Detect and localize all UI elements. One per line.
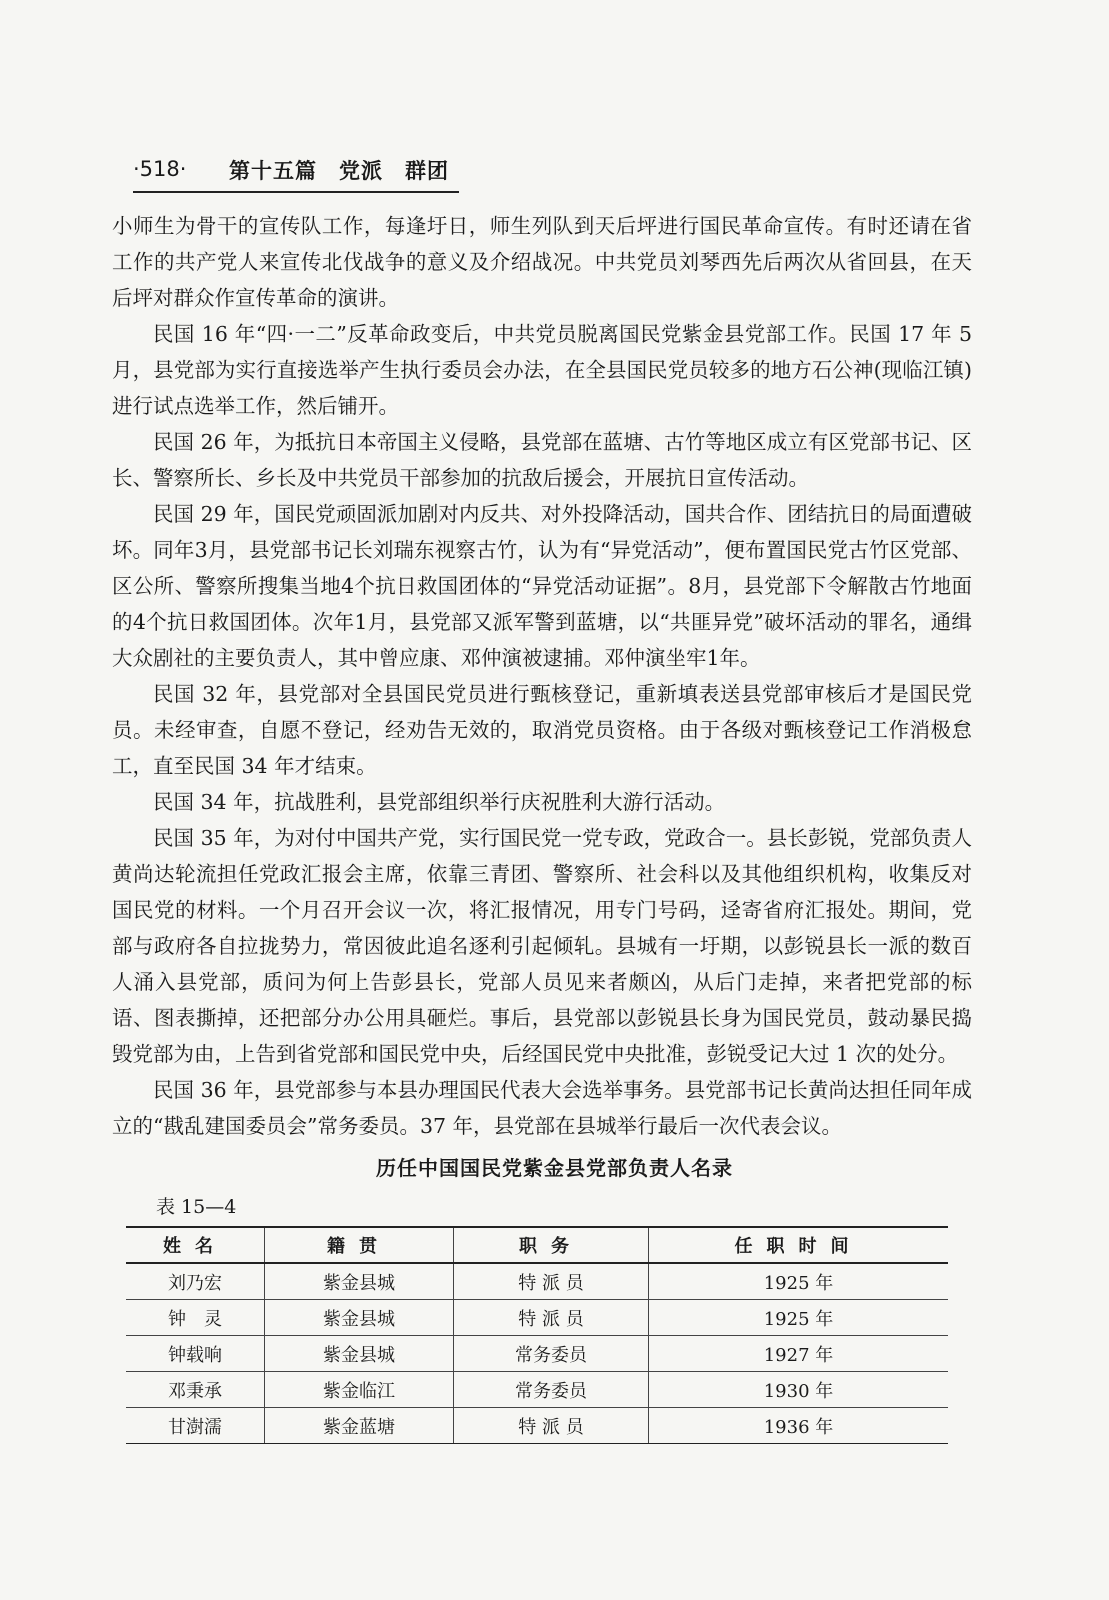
page-header (133, 153, 459, 193)
paragraph: 民国 16 年“四·一二”反革命政变后，中共党员脱离国民党紫金县党部工作。民国 17 年 5 月，县党部为实行直接选举产生执行委员会办法，在全县国民党员较多的地方石公神(现临江镇)进行试点选举工作，然后铺开。 (112, 322, 972, 418)
cell-name: 钟 灵 (126, 1300, 265, 1336)
chapter-title: 第十五篇 党派 群团 (229, 159, 449, 183)
cell-origin: 紫金县城 (265, 1336, 454, 1372)
cell-position: 特 派 员 (454, 1263, 649, 1300)
paragraph: 民国 26 年，为抵抗日本帝国主义侵略，县党部在蓝塘、古竹等地区成立有区党部书记、区长、警察所长、乡长及中共党员干部参加的抗敌后援会，开展抗日宣传活动。 (112, 430, 972, 490)
table-label: 表 15—4 (156, 1196, 237, 1218)
table-header-row (126, 1227, 948, 1263)
cell-position: 常务委员 (454, 1336, 649, 1372)
body-text (112, 208, 972, 1144)
table-title: 历任中国国民党紫金县党部负责人名录 (376, 1156, 733, 1180)
cell-origin: 紫金县城 (265, 1263, 454, 1300)
paragraph: 民国 29 年，国民党顽固派加剧对内反共、对外投降活动，国共合作、团结抗日的局面遭破坏。同年3月，县党部书记长刘瑞东视察古竹，认为有“异党活动”，便布置国民党古竹区党部、区公所、警察所搜集当地4个抗日救国团体的“异党活动证据”。8月，县党部下令解散古竹地面的4个抗日救国团体。次年1月，县党部又派军警到蓝塘，以“共匪异党”破坏活动的罪名，通缉大众剧社的主要负责人，其中曾应康、邓仲演被逮捕。邓仲演坐牢1年。 (112, 502, 972, 670)
table-row (126, 1336, 948, 1372)
page-number: ·518· (133, 157, 187, 181)
cell-term: 1936 年 (649, 1408, 949, 1444)
cell-origin: 紫金县城 (265, 1300, 454, 1336)
cell-term: 1925 年 (649, 1263, 949, 1300)
cell-name: 钟载响 (126, 1336, 265, 1372)
table-row (126, 1263, 948, 1300)
cell-name: 邓秉承 (126, 1372, 265, 1408)
cell-term: 1927 年 (649, 1336, 949, 1372)
table-row (126, 1408, 948, 1444)
cell-position: 特 派 员 (454, 1300, 649, 1336)
cell-term: 1925 年 (649, 1300, 949, 1336)
paragraph: 民国 34 年，抗战胜利，县党部组织举行庆祝胜利大游行活动。 (153, 790, 726, 814)
paragraph: 小师生为骨干的宣传队工作，每逢圩日，师生列队到天后坪进行国民革命宣传。有时还请在省工作的共产党人来宣传北伐战争的意义及介绍战况。中共党员刘琴西先后两次从省回县，在天后坪对群众作宣传革命的演讲。 (112, 214, 972, 310)
table-row (126, 1300, 948, 1336)
cell-origin: 紫金蓝塘 (265, 1408, 454, 1444)
cell-position: 特 派 员 (454, 1408, 649, 1444)
cell-origin: 紫金临江 (265, 1372, 454, 1408)
paragraph: 民国 35 年，为对付中国共产党，实行国民党一党专政，党政合一。县长彭锐，党部负责人黄尚达轮流担任党政汇报会主席，依靠三青团、警察所、社会科以及其他组织机构，收集反对国民党的材料。一个月召开会议一次，将汇报情况，用专门号码，迳寄省府汇报处。期间，党部与政府各自拉拢势力，常因彼此追名逐利引起倾轧。县城有一圩期，以彭锐县长一派的数百人涌入县党部，质问为何上告彭县长，党部人员见来者颇凶，从后门走掉，来者把党部的标语、图表撕掉，还把部分办公用具砸烂。事后，县党部以彭锐县长身为国民党员，鼓动暴民捣毁党部为由，上告到省党部和国民党中央，后经国民党中央批准，彭锐受记大过 1 次的处分。 (112, 826, 972, 1066)
leaders-table (126, 1226, 948, 1444)
paragraph: 民国 32 年，县党部对全县国民党员进行甄核登记，重新填表送县党部审核后才是国民党员。未经审查，自愿不登记，经劝告无效的，取消党员资格。由于各级对甄核登记工作消极怠工，直至民国 34 年才结束。 (112, 682, 972, 778)
cell-term: 1930 年 (649, 1372, 949, 1408)
cell-position: 常务委员 (454, 1372, 649, 1408)
cell-name: 甘澍濡 (126, 1408, 265, 1444)
column-header-position: 职务 (454, 1227, 649, 1263)
paragraph: 民国 36 年，县党部参与本县办理国民代表大会选举事务。县党部书记长黄尚达担任同年成立的“戡乱建国委员会”常务委员。37 年，县党部在县城举行最后一次代表会议。 (112, 1078, 972, 1138)
column-header-origin: 籍贯 (265, 1227, 454, 1263)
table-row (126, 1372, 948, 1408)
cell-name: 刘乃宏 (126, 1263, 265, 1300)
column-header-term: 任职时间 (649, 1227, 949, 1263)
column-header-name: 姓名 (126, 1227, 265, 1263)
